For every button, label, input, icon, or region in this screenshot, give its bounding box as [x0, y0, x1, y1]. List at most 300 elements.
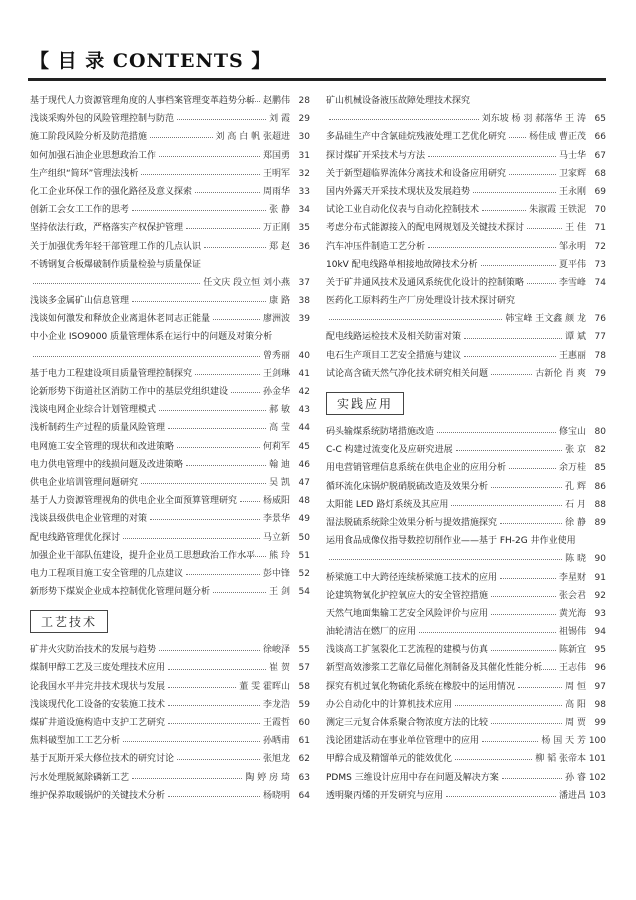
entry-title: 透明聚丙烯的开发研究与应用 — [326, 790, 444, 801]
entry-title: 新型高效渗浆工艺靠亿局催化剂制备及其催化性能分析 — [326, 663, 543, 674]
entry-title: 多晶硅生产中含氯硅烷残液处理工艺优化研究 — [326, 132, 507, 143]
entry-page: 97 — [594, 681, 606, 692]
toc-entry[interactable] — [30, 201, 310, 219]
entry-page: 50 — [298, 532, 310, 543]
toc-entry[interactable] — [30, 641, 310, 659]
entry-title: 关于矿井通风技术及通风系统优化设计的控制策略 — [326, 277, 525, 288]
entry-author: 刘 霞 — [269, 114, 290, 125]
dot-leader — [491, 613, 556, 615]
entry-title: 基于现代人力资源管理角度的人事档案管理变革趋势分析 — [30, 96, 256, 106]
dot-leader — [329, 318, 502, 320]
entry-author: 周 贾 — [565, 718, 586, 728]
entry-page: 46 — [298, 459, 310, 470]
dot-leader — [500, 522, 562, 524]
toc-entry[interactable] — [30, 274, 310, 292]
section-heading-right — [326, 383, 606, 423]
toc-entry[interactable] — [30, 583, 310, 601]
entry-page: 79 — [594, 368, 606, 379]
entry-title: 施工阶段风险分析及防范措施 — [30, 132, 148, 143]
toc-entry[interactable] — [326, 678, 606, 696]
toc-entry[interactable] — [326, 423, 606, 441]
toc-entry[interactable] — [30, 219, 310, 237]
dot-leader — [509, 467, 556, 469]
entry-author: 潘进昌 — [558, 790, 586, 801]
entry-page: 90 — [594, 554, 606, 565]
entry-author: 张旭龙 — [262, 754, 290, 765]
dot-leader — [132, 209, 266, 211]
entry-author: 高 莹 — [269, 423, 290, 434]
toc-entry[interactable] — [30, 659, 310, 677]
dot-leader — [141, 482, 266, 484]
entry-title: 10kV 配电线路单相接地故障技术分析 — [326, 259, 478, 270]
entry-author: 杨 国 天 芳 — [541, 736, 586, 747]
toc-entry[interactable] — [30, 310, 310, 328]
entry-title: 桥梁施工中大跨径连续桥梁施工技术的应用 — [326, 572, 498, 583]
dot-leader — [168, 722, 260, 724]
entry-page: 32 — [298, 168, 310, 179]
entry-page: 34 — [298, 205, 310, 216]
dot-leader — [456, 449, 562, 451]
toc-entry[interactable] — [326, 732, 606, 750]
entry-title: 探究有机过氧化物硫化系统在橡胶中的运用情况 — [326, 681, 516, 692]
entry-author: 余万桂 — [558, 463, 586, 474]
dot-leader — [168, 668, 266, 670]
entry-page: 103 — [588, 790, 606, 801]
entry-title: 汽车冲压件制造工艺分析 — [326, 241, 426, 252]
toc-entry[interactable] — [30, 456, 310, 474]
entry-author: 柳 韬 张帝本 — [535, 754, 586, 765]
contents-list-right — [326, 92, 606, 383]
toc-entry[interactable] — [326, 787, 606, 805]
entry-page: 64 — [298, 790, 310, 801]
toc-entry[interactable] — [326, 514, 606, 532]
entry-author: 何莉军 — [262, 441, 290, 452]
entry-author: 杨佳成 曹正茂 — [529, 132, 586, 143]
entry-page: 91 — [594, 572, 606, 583]
entry-title: 探讨煤矿开采技术与方法 — [326, 150, 426, 161]
entry-title: 浅谈高工扩氢裂化工艺流程的建模与仿真 — [326, 645, 489, 656]
entry-author: 谭 斌 — [565, 332, 586, 343]
dot-leader — [141, 173, 260, 175]
toc-entry[interactable] — [30, 529, 310, 547]
entry-author: 李景华 — [262, 514, 290, 525]
dot-leader — [491, 595, 556, 597]
entry-title: 甲醇合成及精馏单元的能效优化 — [326, 754, 453, 765]
entry-page: 52 — [298, 568, 310, 579]
dot-leader — [177, 118, 266, 120]
entry-title: 配电线路运检技术及相关防雷对策 — [326, 332, 462, 343]
dot-leader — [132, 777, 242, 779]
toc-entry[interactable] — [326, 441, 606, 459]
entry-author: 徐 静 — [565, 517, 586, 528]
entry-page: 62 — [298, 754, 310, 765]
entry-author: 翰 迪 — [269, 459, 290, 470]
toc-entry[interactable] — [30, 328, 310, 346]
entry-title: 基于人力资源管理视角的供电企业全面预算管理研究 — [30, 496, 238, 507]
entry-title: 中小企业 ISO9000 质量管理体系在运行中的问题及对策分析 — [30, 332, 273, 343]
contents-list-left-2 — [30, 641, 310, 805]
entry-page: 68 — [594, 168, 606, 179]
entry-page: 28 — [298, 96, 310, 106]
toc-entry[interactable] — [326, 183, 606, 201]
dot-leader — [159, 155, 260, 157]
dot-leader — [159, 409, 266, 411]
entry-title: 试论工业自动化仪表与自动化控制技术 — [326, 205, 480, 216]
entry-page: 57 — [298, 663, 310, 674]
entry-author: 马士华 — [558, 150, 586, 161]
entry-author: 赵鹏伟 — [262, 96, 290, 106]
entry-page: 80 — [594, 427, 606, 437]
toc-entry[interactable] — [326, 238, 606, 256]
entry-page: 99 — [594, 718, 606, 728]
entry-author: 孙晒甫 — [262, 736, 290, 747]
toc-entry[interactable] — [326, 641, 606, 659]
entry-author: 夏平伟 — [558, 259, 586, 270]
entry-author: 刘东坡 杨 羽 郝落华 王 涛 — [481, 114, 586, 125]
entry-title: 论我国水平井完井技术现状与发展 — [30, 681, 166, 692]
entry-title: 坚持依法行政，严格落实产权保护管理 — [30, 223, 184, 234]
entry-page: 98 — [594, 699, 606, 710]
entry-page: 94 — [594, 627, 606, 638]
toc-entry[interactable] — [30, 183, 310, 201]
entry-title: 浅谈县级供电企业管理的对策 — [30, 514, 148, 525]
entry-title: 浅谈现代化工设备的安装施工技术 — [30, 699, 166, 710]
entry-title: 医药化工原料药生产厂房处理设计技术探讨研究 — [326, 296, 516, 307]
entry-title: 浅谈多金属矿山信息管理 — [30, 296, 130, 307]
entry-page: 93 — [594, 608, 606, 619]
entry-title: 生产组织“简环”管理法浅析 — [30, 168, 139, 179]
entry-author: 王霞哲 — [262, 718, 290, 728]
entry-page: 69 — [594, 186, 606, 197]
dot-leader — [428, 155, 556, 157]
toc-entry[interactable] — [30, 147, 310, 165]
toc-entry[interactable] — [326, 750, 606, 768]
entry-page: 30 — [298, 132, 310, 143]
entry-title: 试论高含硫天然气净化技术研究相关问题 — [326, 368, 489, 379]
entry-page: 35 — [298, 223, 310, 234]
entry-page: 54 — [298, 587, 310, 598]
entry-page: 66 — [594, 132, 606, 143]
toc-entry[interactable] — [30, 678, 310, 696]
entry-author: 孔 辉 — [565, 481, 586, 492]
entry-page: 43 — [298, 405, 310, 416]
entry-title: 矿山机械设备液压故障处理技术探究 — [326, 96, 471, 106]
entry-title: 配电线路管理优化探讨 — [30, 532, 121, 543]
dot-leader — [168, 704, 260, 706]
entry-title: 加强企业干部队伍建设，提升企业员工思想政治工作水平 — [30, 550, 256, 561]
entry-author: 刘 高 白 帆 张超进 — [215, 132, 290, 143]
entry-author: 王剑琳 — [262, 368, 290, 379]
toc-entry[interactable] — [30, 732, 310, 750]
entry-author: 王惠丽 — [558, 350, 586, 361]
entry-title: 码头输煤系统防堵措施改造 — [326, 427, 435, 437]
toc-entry[interactable] — [326, 128, 606, 146]
toc-entry[interactable] — [30, 714, 310, 732]
dot-leader — [186, 573, 260, 575]
dot-leader — [509, 173, 556, 175]
dot-leader — [464, 337, 562, 339]
dot-leader — [213, 318, 260, 320]
entry-page: 41 — [298, 368, 310, 379]
dot-leader — [482, 209, 526, 211]
entry-author: 石 月 — [565, 499, 586, 510]
toc-entry[interactable] — [30, 510, 310, 528]
toc-entry[interactable] — [326, 550, 606, 568]
dot-leader — [186, 227, 260, 229]
dot-leader — [491, 486, 562, 488]
dot-leader — [186, 464, 266, 466]
entry-title: 电力工程项目施工安全管理的几点建议 — [30, 568, 184, 579]
entry-title: 太阳能 LED 路灯系统及其应用 — [326, 499, 449, 510]
entry-author: 古新伦 肖 爽 — [535, 368, 586, 379]
entry-title: 运用食品成像仪指导数控切削作业——基于 FH-2G 井作业使用 — [326, 536, 576, 547]
toc-entry[interactable] — [30, 365, 310, 383]
dot-leader — [204, 246, 266, 248]
entry-page: 92 — [594, 590, 606, 601]
toc-entry[interactable] — [30, 696, 310, 714]
toc-entry[interactable] — [326, 165, 606, 183]
entry-author: 张 京 — [565, 445, 586, 456]
entry-title: 电网施工安全管理的现状和改进策略 — [30, 441, 175, 452]
toc-entry[interactable] — [326, 365, 606, 383]
entry-title: 国内外露天开采技术现状及发展趋势 — [326, 186, 471, 197]
toc-entry[interactable] — [326, 274, 606, 292]
contents-list-right-2 — [326, 423, 606, 805]
toc-entry[interactable] — [326, 256, 606, 274]
toc-entry[interactable] — [30, 419, 310, 437]
entry-title: 关于加强优秀年轻干部管理工作的几点认识 — [30, 241, 202, 252]
entry-author: 陈 晓 — [565, 554, 586, 565]
entry-author: 郑 赵 — [269, 241, 290, 252]
entry-title: 煤矿井道设施构造中支护工艺研究 — [30, 718, 166, 728]
toc-entry[interactable] — [30, 547, 310, 565]
entry-title: 浅谈如何激发和释放企业离退休老同志正能量 — [30, 314, 211, 325]
entry-page: 74 — [594, 277, 606, 288]
toc-entry[interactable] — [326, 92, 606, 110]
section-label: 工艺技术 — [30, 610, 108, 633]
entry-page: 33 — [298, 186, 310, 197]
entry-title: 关于新型超临界流体分离技术和设备应用研究 — [326, 168, 507, 179]
dot-leader — [481, 264, 556, 266]
entry-author: 杨威阳 — [262, 496, 290, 507]
toc-entry[interactable] — [326, 769, 606, 787]
entry-author: 董 雯 霍晖山 — [239, 681, 290, 692]
dot-leader — [150, 136, 213, 138]
entry-author: 杨晓明 — [262, 790, 290, 801]
entry-page: 59 — [298, 699, 310, 710]
entry-title: PDMS 三维设计应用中存在问题及解决方案 — [326, 772, 499, 783]
toc-entry[interactable] — [326, 532, 606, 550]
toc-entry[interactable] — [30, 347, 310, 365]
toc-entry[interactable] — [326, 714, 606, 732]
entry-title: 论建筑物氧化护控氧应大的安全管控措施 — [326, 590, 489, 601]
toc-entry[interactable] — [30, 750, 310, 768]
toc-entry[interactable] — [326, 201, 606, 219]
entry-title: 论新形势下街道社区消防工作中的基层党组织建设 — [30, 387, 229, 397]
toc-entry[interactable] — [30, 769, 310, 787]
toc-entry[interactable] — [326, 569, 606, 587]
entry-author: 邹永明 — [558, 241, 586, 252]
toc-entry[interactable] — [326, 587, 606, 605]
entry-page: 37 — [298, 277, 310, 288]
entry-page: 40 — [298, 350, 310, 361]
entry-author: 李龙浩 — [262, 699, 290, 710]
entry-page: 45 — [298, 441, 310, 452]
entry-author: 张会君 — [558, 590, 586, 601]
dot-leader — [527, 227, 562, 229]
toc-entry[interactable] — [326, 659, 606, 677]
dot-leader — [132, 300, 266, 302]
toc-entry[interactable] — [30, 787, 310, 805]
toc-entry[interactable] — [30, 256, 310, 274]
toc-entry[interactable] — [30, 292, 310, 310]
entry-author: 高 阳 — [565, 699, 586, 710]
toc-entry[interactable] — [326, 219, 606, 237]
entry-author: 孙 睿 — [565, 772, 586, 783]
entry-author: 徐峻泽 — [262, 645, 290, 656]
entry-title: C-C 构建过流变化及应研究进展 — [326, 445, 453, 456]
toc-entry[interactable] — [30, 238, 310, 256]
entry-author: 马立新 — [262, 532, 290, 543]
page-title: 【 目 录 CONTENTS 】 — [30, 50, 272, 72]
entry-title: 浅谈采购外包的风险管理控制与防范 — [30, 114, 175, 125]
entry-title: 天然气地面集输工艺安全风险评价与应用 — [326, 608, 489, 619]
dot-leader — [451, 504, 562, 506]
entry-page: 71 — [594, 223, 606, 234]
entry-title: 化工企业环保工作的强化路径及意义探索 — [30, 186, 193, 197]
entry-author: 王 佳 — [565, 223, 586, 234]
dot-leader — [473, 191, 556, 193]
toc-entry[interactable] — [326, 459, 606, 477]
entry-page: 102 — [588, 772, 606, 783]
dot-leader — [168, 686, 236, 688]
toc-entry[interactable] — [326, 696, 606, 714]
toc-entry[interactable] — [30, 474, 310, 492]
header-rule — [28, 78, 606, 81]
entry-page: 39 — [298, 314, 310, 325]
entry-page: 38 — [298, 296, 310, 307]
entry-author: 卫家辉 — [558, 168, 586, 179]
entry-title: 污水处理脱氮除磷新工艺 — [30, 772, 130, 783]
toc-entry[interactable] — [30, 438, 310, 456]
entry-page: 51 — [298, 550, 310, 561]
entry-page: 44 — [298, 423, 310, 434]
entry-title: 电石生产项目工艺安全措施与建议 — [326, 350, 462, 361]
dot-leader — [177, 446, 260, 448]
entry-title: 浅论团建活动在事业单位管理中的应用 — [326, 736, 480, 747]
entry-author: 周 恒 — [565, 681, 586, 692]
toc-entry[interactable] — [326, 110, 606, 128]
entry-author: 张 静 — [269, 205, 290, 216]
entry-page: 95 — [594, 645, 606, 656]
toc-entry[interactable] — [30, 92, 310, 110]
toc-entry[interactable] — [326, 292, 606, 310]
dot-leader — [518, 686, 562, 688]
entry-title: 矿井火灾防治技术的发展与趋势 — [30, 645, 157, 656]
entry-author: 韩宝峰 王文鑫 颜 龙 — [505, 314, 586, 325]
entry-title: 电力供电管理中的线损问题及改进策略 — [30, 459, 184, 470]
entry-author: 王 剑 — [269, 587, 290, 598]
entry-author: 郑国勇 — [262, 150, 290, 161]
entry-author: 彭中锋 — [262, 568, 290, 579]
dot-leader — [446, 795, 556, 797]
entry-author: 修宝山 — [558, 427, 586, 437]
toc-entry[interactable] — [30, 165, 310, 183]
dot-leader — [455, 758, 532, 760]
entry-page: 55 — [298, 645, 310, 656]
entry-page: 48 — [298, 496, 310, 507]
entry-page: 96 — [594, 663, 606, 674]
toc-entry[interactable] — [326, 328, 606, 346]
entry-page: 72 — [594, 241, 606, 252]
entry-page: 73 — [594, 259, 606, 270]
entry-author: 李雪峰 — [558, 277, 586, 288]
toc-entry[interactable] — [326, 310, 606, 328]
entry-title: 湿法脱硫系统除尘效果分析与提效措施探究 — [326, 517, 498, 528]
toc-entry[interactable] — [30, 383, 310, 401]
dot-leader — [150, 518, 260, 520]
dot-leader — [177, 758, 260, 760]
toc-entry[interactable] — [326, 478, 606, 496]
dot-leader — [437, 431, 556, 433]
entry-page: 36 — [298, 241, 310, 252]
entry-page: 49 — [298, 514, 310, 525]
toc-entry[interactable] — [326, 347, 606, 365]
toc-entry[interactable] — [30, 565, 310, 583]
toc-entry[interactable] — [30, 110, 310, 128]
entry-author: 陶 婷 房 琦 — [245, 772, 290, 783]
entry-page: 100 — [588, 736, 606, 747]
toc-entry[interactable] — [30, 492, 310, 510]
entry-author: 万正刚 — [262, 223, 290, 234]
entry-author: 崔 贺 — [269, 663, 290, 674]
entry-author: 熊 玲 — [269, 550, 290, 561]
entry-title: 用电营销管理信息系统在供电企业的应用分析 — [326, 463, 507, 474]
entry-page: 29 — [298, 114, 310, 125]
entry-title: 基于瓦斯开采大修位技术的研究讨论 — [30, 754, 175, 765]
dot-leader — [329, 558, 562, 560]
entry-page: 67 — [594, 150, 606, 161]
toc-entry[interactable] — [326, 496, 606, 514]
entry-page: 60 — [298, 718, 310, 728]
entry-title: 浅谈电网企业综合计划管理模式 — [30, 405, 157, 416]
entry-title: 基于电力工程建设项目质量管理控制探究 — [30, 368, 193, 379]
entry-author: 王永刚 — [558, 186, 586, 197]
dot-leader — [168, 427, 266, 429]
entry-author: 祖锡伟 — [558, 627, 586, 638]
toc-entry[interactable] — [326, 147, 606, 165]
toc-entry[interactable] — [30, 128, 310, 146]
entry-author: 王志伟 — [558, 663, 586, 674]
dot-leader — [509, 136, 526, 138]
entry-page: 88 — [594, 499, 606, 510]
toc-entry[interactable] — [326, 605, 606, 623]
entry-page: 47 — [298, 477, 310, 488]
toc-entry[interactable] — [30, 401, 310, 419]
dot-leader — [243, 100, 260, 102]
section-heading-left — [30, 601, 310, 641]
entry-page: 58 — [298, 681, 310, 692]
entry-author: 廖洲波 — [262, 314, 290, 325]
toc-entry[interactable] — [326, 623, 606, 641]
dot-leader — [491, 722, 562, 724]
dot-leader — [539, 668, 556, 670]
entry-page: 76 — [594, 314, 606, 325]
dot-leader — [491, 373, 532, 375]
dot-leader — [502, 777, 562, 779]
entry-title: 不锈钢复合板爆破制作质量检验与质量保证 — [30, 259, 202, 270]
entry-title: 循环流化床锅炉脱硝脱硫改造及效果分析 — [326, 481, 489, 492]
